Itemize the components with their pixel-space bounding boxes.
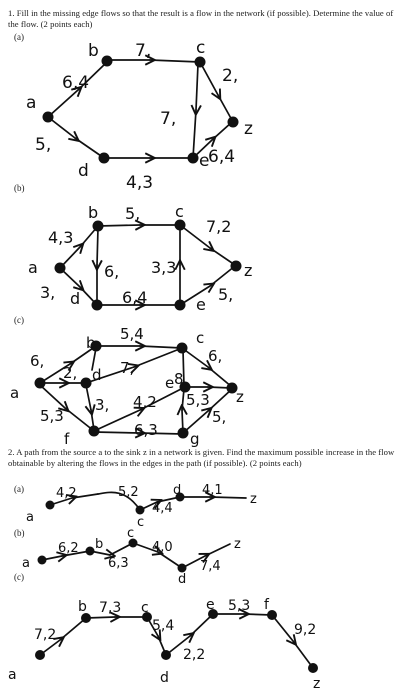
graph-c-label-bc: 5,4	[120, 325, 144, 343]
path-a-label-3: 4,4	[152, 501, 173, 516]
graph-b-label-ab: 4,3	[48, 228, 74, 247]
graph-b-node-e: e	[196, 295, 206, 314]
part-1c-label: (c)	[14, 315, 24, 325]
graph-b-node-c: c	[175, 202, 184, 221]
graph-b-node-d: d	[70, 289, 81, 308]
graph-c-label-fg: 6,3	[134, 421, 158, 439]
path-c-node-d: d	[160, 670, 169, 686]
graph-a-label-ce: 7,	[160, 109, 177, 129]
path-a-node-d: d	[173, 483, 182, 498]
graph-a-node-e: e	[199, 151, 210, 171]
graph-a-node-d: d	[78, 161, 89, 181]
problem-2-text: 2. A path from the source a to the sink z in a network is given. Find the maximum possible increase in the flow obtainable by altering the flows in the edges in the path (if possible). (2 points each)	[8, 447, 395, 468]
path-a-label-2: 5,2	[118, 485, 139, 500]
path-a-label-4: 4,1	[202, 483, 223, 498]
graph-a-label-cz: 2,	[222, 66, 239, 86]
path-b-label-2: 6,3	[108, 556, 129, 571]
graph-c-label-gz: 5,	[212, 408, 227, 426]
path-c-edges	[40, 614, 313, 668]
graph-a-label-ab: 6,4	[62, 73, 90, 93]
graph-c-label-af: 5,3	[40, 407, 64, 425]
graph-a-node-z: z	[244, 119, 253, 139]
graph-b-node-z: z	[244, 261, 253, 280]
path-c-label-3: 5,4	[152, 618, 175, 634]
problem-1-text: 1. Fill in the missing edge flows so that the result is a flow in the network (if possible). Determine the value of the flow. (2 points each)	[8, 8, 394, 29]
path-b-node-c: c	[127, 526, 135, 541]
graph-c-node-f: f	[64, 430, 70, 448]
graph-b-label-bd: 6,	[104, 262, 120, 281]
graph-b-edges	[60, 225, 235, 305]
path-b-node-b: b	[95, 537, 104, 552]
path-b-label-1: 6,2	[58, 541, 79, 556]
graph-a-label-de: 4,3	[126, 173, 154, 193]
path-c-label-2: 7,3	[99, 600, 122, 616]
graph-c-node-e: e	[165, 374, 175, 392]
path-c-node-e: e	[206, 597, 215, 613]
path-c-node-z: z	[313, 676, 321, 692]
graph-c-label-cz: 6,	[208, 347, 223, 365]
graph-b-label-ec: 3,3	[151, 258, 177, 277]
part-2c-label: (c)	[14, 572, 24, 582]
path-c-node-c: c	[141, 600, 149, 616]
graph-c-node-b: b	[86, 334, 96, 352]
path-c-node-a: a	[8, 667, 17, 683]
graph-c-node-a: a	[10, 384, 20, 402]
graph-b-label-ez: 5,	[218, 285, 234, 304]
path-c-label-1: 7,2	[34, 627, 57, 643]
graph-c-label-ad: 2,	[63, 364, 78, 382]
path-b-node-a: a	[22, 556, 30, 571]
path-a-label-1: 4,2	[56, 486, 77, 501]
graph-b-node-a: a	[28, 258, 38, 277]
path-b-node-d: d	[178, 572, 187, 587]
graph-a-node-b: b	[88, 41, 99, 61]
path-b-node-z: z	[234, 537, 241, 552]
part-1a-label: (a)	[14, 32, 24, 42]
part-2b-label: (b)	[14, 528, 25, 538]
path-b-label-3: 4,0	[152, 540, 173, 555]
path-c-label-5: 5,3	[228, 598, 251, 614]
graph-b-label-de: 6,4	[122, 288, 148, 307]
part-2a-label: (a)	[14, 484, 24, 494]
graph-c-node-c: c	[196, 329, 205, 347]
part-1b-label: (b)	[14, 183, 25, 193]
path-c-node-f: f	[264, 597, 269, 613]
graph-a-label-bc: 7,	[135, 41, 152, 61]
path-a-node-c: c	[137, 515, 145, 530]
graph-a-node-a: a	[26, 93, 37, 113]
path-a-node-z: z	[250, 492, 257, 507]
graph-c-node-g: g	[190, 430, 200, 448]
graph-c-label-ab: 6,	[30, 352, 45, 370]
graph-c-label-ec: 8	[174, 370, 184, 388]
graph-c-label-fe: 4,2	[133, 393, 157, 411]
path-c-label-4: 2,2	[183, 647, 206, 663]
graph-c-label-ge: 5,3	[186, 391, 210, 409]
path-c-label-6: 9,2	[294, 622, 317, 638]
path-a-node-a: a	[26, 510, 34, 525]
graph-c-node-d: d	[92, 366, 102, 384]
graph-b-label-ad: 3,	[40, 283, 56, 302]
graph-c-label-df: 3,	[95, 396, 110, 414]
graph-c-node-z: z	[236, 388, 244, 406]
graph-b-label-bc: 5,	[125, 204, 141, 223]
path-c-node-b: b	[78, 599, 87, 615]
graph-b-node-b: b	[88, 203, 99, 222]
path-b-label-4: 7,4	[200, 559, 221, 574]
graph-c-label-dc: 7,	[120, 359, 135, 377]
graph-a-label-ez: 6,4	[208, 147, 236, 167]
graph-a-node-c: c	[196, 38, 206, 58]
graph-a-label-ad: 5,	[35, 135, 52, 155]
graph-b-label-cz: 7,2	[206, 217, 232, 236]
